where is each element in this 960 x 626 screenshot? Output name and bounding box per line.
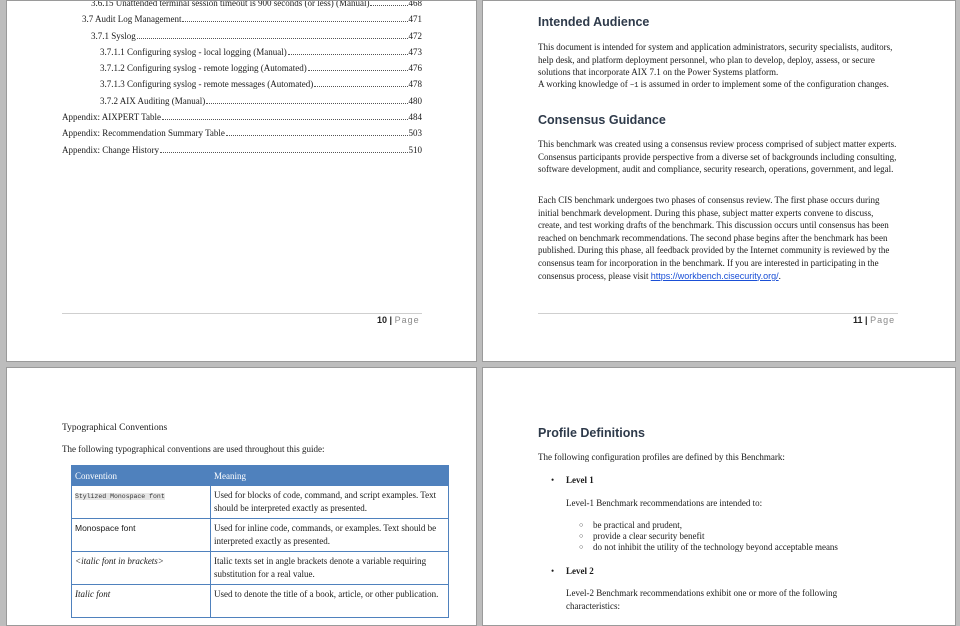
meaning-cell: Used for inline code, commands, or examples. Text should be interpreted exactly as presented. (211, 519, 449, 552)
workbench-link[interactable]: https://workbench.cisecurity.org/ (650, 270, 779, 281)
table-row (72, 552, 449, 585)
toc-entry[interactable]: Appendix: Change History 510 (62, 144, 422, 155)
table-header-row (72, 466, 449, 486)
level-1-description: Level-1 Benchmark recommendations are intended to: (566, 498, 763, 508)
audience-knowledge-paragraph: A working knowledge of ~1 is assumed in order to implement some of the configuration changes. (538, 79, 889, 90)
page-number: 10 | Page (377, 315, 420, 325)
intended-audience-heading: Intended Audience (538, 15, 650, 29)
table-of-contents (62, 0, 422, 161)
consensus-guidance-heading: Consensus Guidance (538, 113, 666, 127)
level-1-title: Level 1 (566, 475, 594, 485)
conventions-table (71, 465, 449, 618)
consensus-paragraph-2: Each CIS benchmark undergoes two phases of consensus review. The first phase occurs during initial benchmark development. During this phase, subject matter experts convene to discuss, create, and test working drafts of the benchmark. This discussion occurs until consensus has been reached on benchmark recommendations. The second phase begins after the benchmark has been published. During this phase, all feedback provided by the Internet community is reviewed by the consensus team for incorporation in the benchmark. If you are interested in participating in the consensus process, please visit https://workbench.cisecurity.org/. (538, 195, 890, 281)
level-1-list (579, 520, 899, 554)
table-row (72, 519, 449, 552)
toc-entry[interactable]: 3.7.1 Syslog 472 (91, 30, 422, 41)
intro-page (482, 0, 956, 362)
toc-entry[interactable]: 3.7.1.2 Configuring syslog - remote logging (Automated) 476 (100, 63, 422, 74)
bullet-icon: • (551, 475, 555, 485)
meaning-cell: Italic texts set in angle brackets denote a variable requiring substitution for a real value. (211, 552, 449, 585)
footer-divider (62, 313, 422, 314)
conventions-page (6, 367, 477, 626)
convention-cell: Stylized Monospace font (75, 493, 165, 500)
typographical-conventions-title: Typographical Conventions (62, 423, 168, 433)
meaning-column-header: Meaning (211, 466, 449, 486)
toc-entry[interactable]: Appendix: Recommendation Summary Table 503 (62, 128, 422, 139)
level-2-description: Level-2 Benchmark recommendations exhibit one or more of the following characteristics: (566, 588, 838, 611)
convention-column-header: Convention (72, 466, 211, 486)
toc-entry[interactable]: 3.7.1.3 Configuring syslog - remote messages (Automated) 478 (100, 79, 422, 90)
meaning-cell: Used for blocks of code, command, and script examples. Text should be interpreted exactly as presented. (211, 486, 449, 519)
conventions-intro: The following typographical conventions are used throughout this guide: (62, 444, 325, 454)
list-item: ○ provide a clear security benefit (579, 531, 899, 542)
toc-entry[interactable]: 3.7.1.1 Configuring syslog - local logging (Manual) 473 (100, 46, 422, 57)
list-item: ○ do not inhibit the utility of the technology beyond acceptable means (579, 542, 899, 553)
convention-cell: Italic font (72, 585, 211, 618)
consensus-paragraph-1: This benchmark was created using a consensus review process comprised of subject matter experts. Consensus participants provide perspective from a diverse set of backgrounds including consulting, software development, audit and compliance, security research, operations, government, and legal. (538, 139, 897, 175)
footer-divider (538, 313, 898, 314)
toc-entry[interactable]: Appendix: AIXPERT Table 484 (62, 112, 422, 123)
audience-paragraph: This document is intended for system and application administrators, security specialists, auditors, help desk, and platform deployment personnel, who plan to develop, deploy, assess, or secure solutions that incorporate AIX 7.1 on the Power Systems platform. (538, 42, 893, 78)
toc-entry[interactable]: 3.7.2 AIX Auditing (Manual) 480 (100, 95, 422, 106)
list-item: ○ be practical and prudent, (579, 520, 899, 531)
table-row (72, 486, 449, 519)
profiles-intro: The following configuration profiles are defined by this Benchmark: (538, 452, 785, 462)
toc-entry[interactable]: 3.7 Audit Log Management 471 (82, 14, 422, 25)
table-row (72, 585, 449, 618)
convention-cell: Monospace font (72, 519, 211, 552)
profiles-page (482, 367, 956, 626)
toc-page (6, 0, 477, 362)
toc-entry[interactable]: 3.6.15 Unattended terminal session timeout is 900 seconds (or less) (Manual) 468 (91, 0, 422, 8)
convention-cell: <italic font in brackets> (72, 552, 211, 585)
profile-definitions-heading: Profile Definitions (538, 426, 645, 440)
level-2-title: Level 2 (566, 566, 594, 576)
bullet-icon: • (551, 566, 555, 576)
page-number: 11 | Page (853, 315, 896, 325)
meaning-cell: Used to denote the title of a book, article, or other publication. (211, 585, 449, 618)
